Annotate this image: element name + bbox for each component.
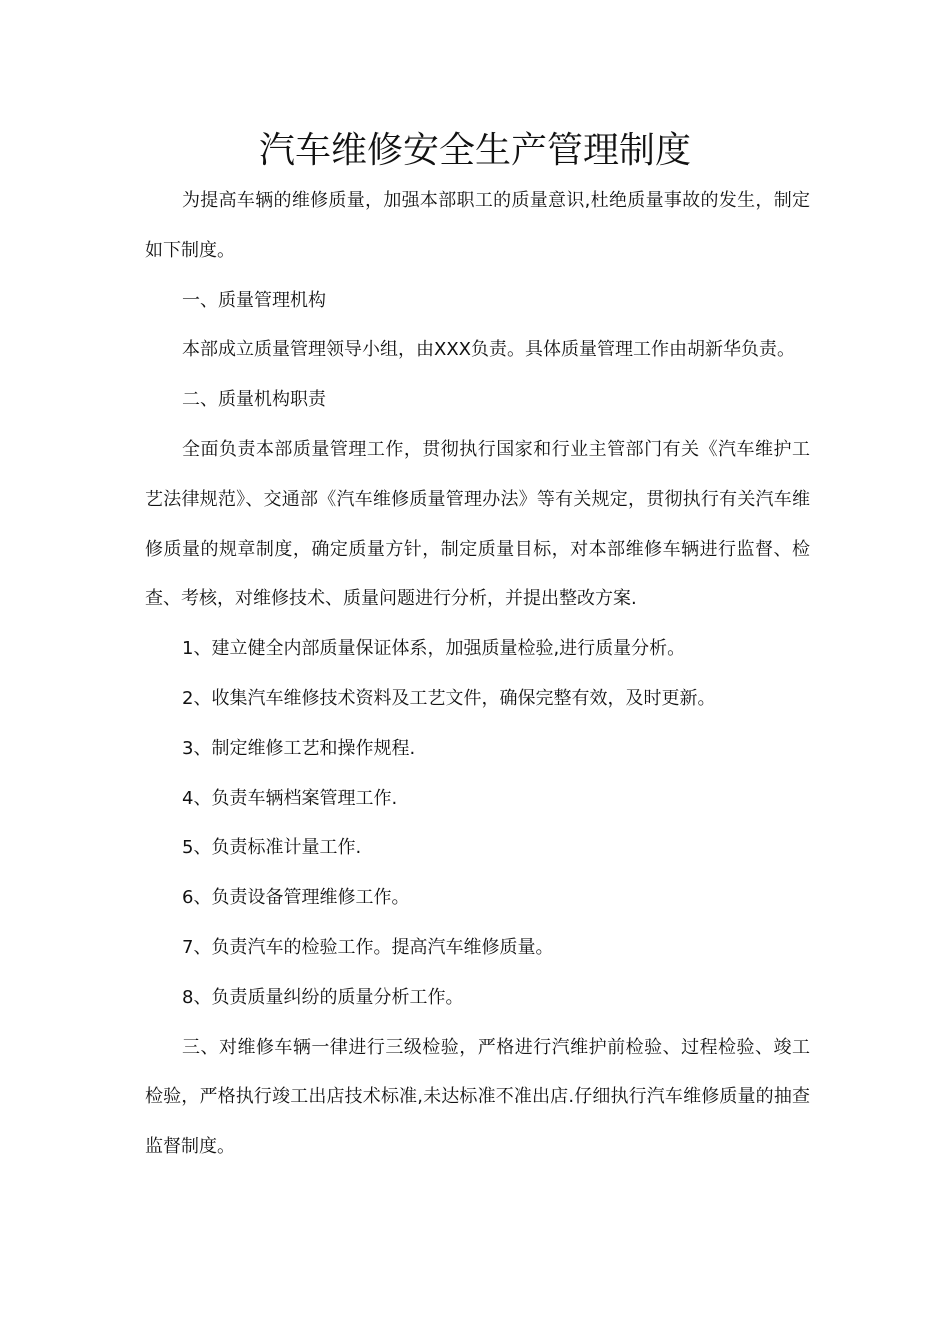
document-body — [145, 176, 810, 1172]
list-item: 6、负责设备管理维修工作。 — [182, 887, 410, 909]
section-paragraph: 本部成立质量管理领导小组，由XXX负责。具体质量管理工作由胡新华负责。 — [182, 339, 795, 361]
intro-paragraph: 为提高车辆的维修质量，加强本部职工的质量意识,杜绝质量事故的发生，制定如下制度。 — [145, 190, 810, 261]
section-paragraph: 全面负责本部质量管理工作，贯彻执行国家和行业主管部门有关《汽车维护工艺法律规范》、交通部《汽车维修质量管理办法》等有关规定，贯彻执行有关汽车维修质量的规章制度，确定质量方针，制定质量目标，对本部维修车辆进行监督、检查、考核，对维修技术、质量问题进行分析，并提出整改方案. — [145, 438, 810, 610]
document-title: 汽车维修安全生产管理制度 — [258, 130, 691, 171]
list-item: 7、负责汽车的检验工作。提高汽车维修质量。 — [182, 936, 554, 958]
section-heading-3: 三、对维修车辆一律进行三级检验，严格进行汽维护前检验、过程检验、竣工检验，严格执行竣工出店技术标准,未达标准不准出店.仔细执行汽车维修质量的抽查监督制度。 — [145, 1036, 810, 1158]
list-item: 5、负责标准计量工作. — [182, 837, 362, 859]
section-heading-1: 一、质量管理机构 — [182, 289, 326, 311]
list-item: 4、负责车辆档案管理工作. — [182, 787, 398, 809]
list-item: 8、负责质量纠纷的质量分析工作。 — [182, 986, 464, 1008]
list-item: 2、收集汽车维修技术资料及工艺文件，确保完整有效，及时更新。 — [182, 687, 716, 709]
list-item: 3、制定维修工艺和操作规程. — [182, 737, 416, 759]
section-heading-2: 二、质量机构职责 — [182, 389, 326, 411]
list-item: 1、建立健全内部质量保证体系，加强质量检验,进行质量分析。 — [182, 638, 686, 660]
